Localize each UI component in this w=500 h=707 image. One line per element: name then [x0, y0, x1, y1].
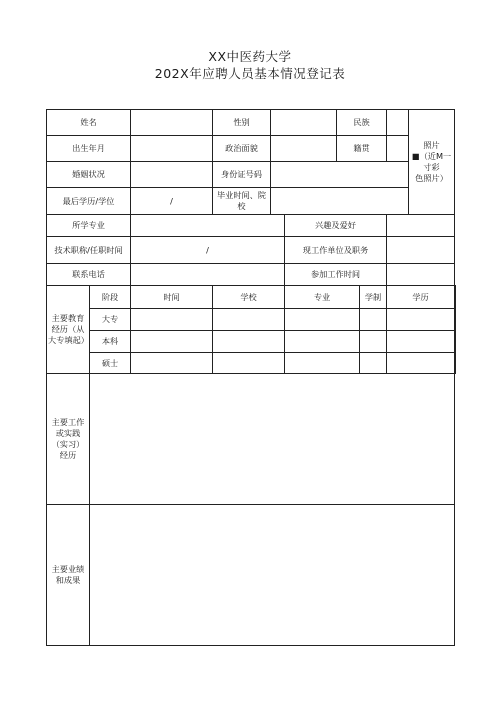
value-marital[interactable] [131, 162, 213, 188]
form-title-main: 202X年应聘人员基本情况登记表 [154, 66, 346, 81]
label-native: 籍贯 [337, 136, 387, 162]
edu-master-level[interactable] [387, 353, 455, 374]
edu-header-stage: 阶段 [90, 286, 131, 309]
edu-header-duration: 学制 [360, 286, 387, 309]
label-grad: 毕业时间、院校 [213, 188, 271, 215]
value-achievements[interactable] [90, 505, 455, 646]
value-education[interactable]: / [131, 188, 213, 215]
label-gender: 性别 [213, 110, 271, 136]
label-hobby: 兴趣及爱好 [285, 215, 387, 237]
label-workstart: 参加工作时间 [285, 264, 387, 286]
edu-bachelor-level[interactable] [387, 331, 455, 353]
value-current[interactable] [387, 237, 455, 264]
label-achievements: 主要业绩和成果 [47, 505, 90, 646]
edu-master-time[interactable] [131, 353, 213, 374]
edu-header-degree-level: 学历 [387, 286, 455, 309]
edu-junior-major[interactable] [285, 309, 360, 331]
value-workstart[interactable] [387, 264, 455, 286]
edu-header-major: 专业 [285, 286, 360, 309]
form-title-school: XX中医药大学 [208, 49, 292, 64]
value-hobby[interactable] [387, 215, 455, 237]
label-work-history: 主要工作或实践（实习）经历 [47, 374, 90, 505]
photo-box[interactable] [409, 110, 455, 215]
photo-note-2: 色照片） [415, 173, 448, 183]
edu-junior-degree[interactable] [455, 309, 456, 331]
label-education: 最后学历/学位 [47, 188, 131, 215]
value-idnum[interactable] [271, 162, 409, 188]
label-current: 现工作单位及职务 [285, 237, 387, 264]
value-gender[interactable] [271, 110, 337, 136]
value-birth[interactable] [131, 136, 213, 162]
edu-master-major[interactable] [285, 353, 360, 374]
value-name[interactable] [131, 110, 213, 136]
edu-junior-school[interactable] [213, 309, 285, 331]
label-idnum: 身份证号码 [213, 162, 271, 188]
edu-master-school[interactable] [213, 353, 285, 374]
photo-label: 照片 [423, 140, 440, 150]
edu-master-duration[interactable] [360, 353, 387, 374]
value-title[interactable]: / [131, 237, 285, 264]
label-birth: 出生年月 [47, 136, 131, 162]
label-phone: 联系电话 [47, 264, 131, 286]
edu-master-degree[interactable] [455, 353, 456, 374]
value-grad[interactable] [271, 188, 409, 215]
value-work-history[interactable] [90, 374, 455, 505]
edu-header-degree [455, 286, 456, 309]
label-name: 姓名 [47, 110, 131, 136]
value-major[interactable] [131, 215, 285, 237]
edu-bachelor-school[interactable] [213, 331, 285, 353]
edu-bachelor-time[interactable] [131, 331, 213, 353]
edu-bachelor-duration[interactable] [360, 331, 387, 353]
edu-bachelor-major[interactable] [285, 331, 360, 353]
edu-junior-duration[interactable] [360, 309, 387, 331]
edu-header-school: 学校 [213, 286, 285, 309]
value-native[interactable] [387, 136, 409, 162]
edu-header-time: 时间 [131, 286, 213, 309]
label-title: 技术职称/任职时间 [47, 237, 131, 264]
edu-junior-time[interactable] [131, 309, 213, 331]
label-major: 所学专业 [47, 215, 131, 237]
value-ethnicity[interactable] [387, 110, 409, 136]
registration-form-table [46, 109, 456, 646]
value-political[interactable] [271, 136, 337, 162]
label-edu-history: 主要教育经历（从大专填起） [47, 286, 90, 374]
label-political: 政治面貌 [213, 136, 271, 162]
photo-note-1: ■（近M一寸彩 [411, 151, 452, 172]
edu-stage-bachelor: 本科 [90, 331, 131, 353]
label-marital: 婚姻状况 [47, 162, 131, 188]
edu-stage-junior: 大专 [90, 309, 131, 331]
label-ethnicity: 民族 [337, 110, 387, 136]
edu-junior-level[interactable] [387, 309, 455, 331]
edu-stage-master: 硕士 [90, 353, 131, 374]
value-phone[interactable] [131, 264, 285, 286]
edu-bachelor-degree[interactable] [455, 331, 456, 353]
